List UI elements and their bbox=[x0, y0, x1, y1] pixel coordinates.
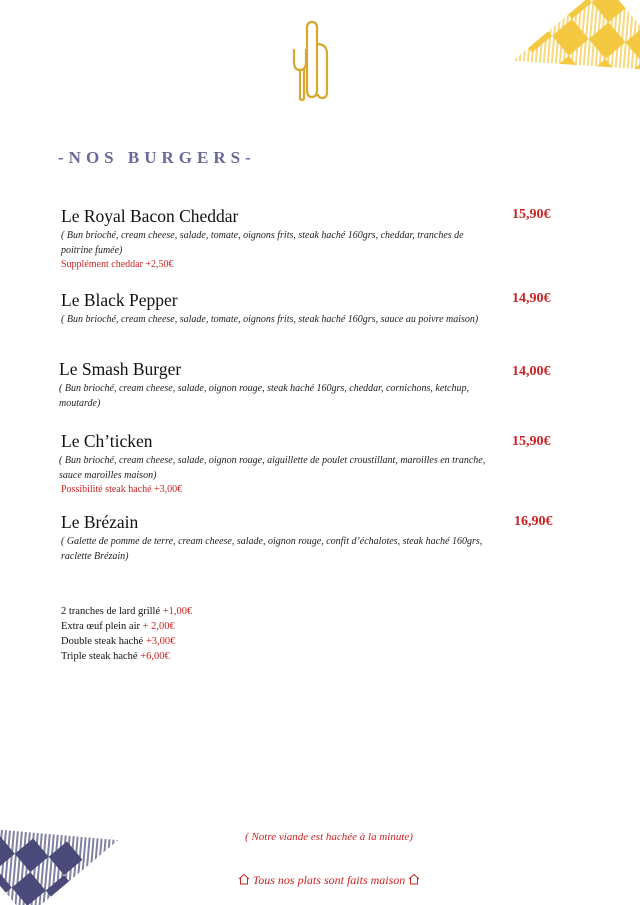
section-title: -NOS BURGERS- bbox=[58, 148, 256, 167]
item-supplement: Possibilité steak haché +3,00€ bbox=[61, 484, 183, 495]
item-description: ( Galette de pomme de terre, cream cheese, salade, oignon rouge, confit d’échalotes, steak haché 160grs, raclette Brézain) bbox=[61, 536, 483, 562]
item-name: Le Black Pepper bbox=[61, 290, 178, 310]
menu-item bbox=[61, 431, 561, 497]
meat-note: ( Notre viande est hachée à la minute) bbox=[245, 831, 413, 843]
extra-label: 2 tranches de lard grillé bbox=[61, 606, 161, 617]
menu-item bbox=[59, 359, 559, 411]
extra-label: Triple steak haché bbox=[61, 651, 138, 662]
extra-row bbox=[61, 634, 192, 649]
extra-row bbox=[61, 619, 192, 634]
item-description: ( Bun brioché, cream cheese, salade, oignon rouge, steak haché 160grs, cheddar, cornichons, ketchup, moutarde) bbox=[59, 383, 469, 409]
item-name: Le Ch’ticken bbox=[61, 431, 153, 451]
item-price: 15,90€ bbox=[512, 434, 551, 449]
extra-row bbox=[61, 649, 192, 664]
house-icon bbox=[408, 873, 420, 885]
menu-item bbox=[61, 512, 561, 564]
item-supplement: Supplément cheddar +2,50€ bbox=[61, 259, 174, 270]
item-description: ( Bun brioché, cream cheese, salade, oignon rouge, aiguillette de poulet croustillant, maroilles en tranche, sauce maroilles maison) bbox=[59, 455, 486, 481]
item-price: 15,90€ bbox=[512, 207, 551, 222]
item-name: Le Royal Bacon Cheddar bbox=[61, 206, 239, 226]
menu-item bbox=[61, 290, 561, 328]
extra-price: + 2,00€ bbox=[142, 621, 175, 632]
extras-list bbox=[61, 604, 192, 664]
extra-label: Double steak haché bbox=[61, 636, 144, 647]
fork-knife-icon bbox=[291, 20, 331, 102]
menu-item bbox=[61, 206, 561, 272]
item-price: 16,90€ bbox=[514, 514, 553, 529]
item-description: ( Bun brioché, cream cheese, salade, tomate, oignons frits, steak haché 160grs, cheddar, tranches de poitrine fumée) bbox=[61, 230, 464, 256]
item-name: Le Brézain bbox=[61, 512, 139, 532]
house-icon bbox=[238, 873, 250, 885]
extra-label: Extra œuf plein air bbox=[61, 621, 141, 632]
item-price: 14,00€ bbox=[512, 364, 551, 379]
extra-price: +1,00€ bbox=[162, 606, 193, 617]
extra-row bbox=[61, 604, 192, 619]
checkered-corner-top-right bbox=[500, 0, 640, 115]
item-name: Le Smash Burger bbox=[59, 359, 182, 379]
homemade-text: Tous nos plats sont faits maison bbox=[252, 873, 406, 887]
extra-price: +3,00€ bbox=[145, 636, 176, 647]
item-price: 14,90€ bbox=[512, 291, 551, 306]
homemade-note bbox=[0, 873, 640, 888]
item-description: ( Bun brioché, cream cheese, salade, tomate, oignons frits, steak haché 160grs, sauce au poivre maison) bbox=[61, 314, 479, 325]
extra-price: +6,00€ bbox=[140, 651, 170, 662]
